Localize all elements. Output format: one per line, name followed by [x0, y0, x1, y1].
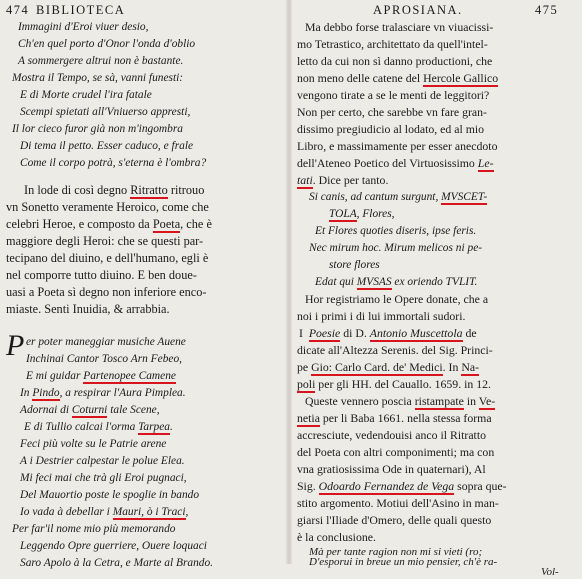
text-line: letto da cui non sì danno productioni, che [297, 54, 493, 68]
text-line: A i Destrier calpestar le polue Elea. [20, 455, 185, 467]
underlined-word: Coturni [71, 404, 108, 416]
left-page-number: 474 [6, 3, 30, 17]
text-line: vn Sonetto veramente Heroico, come che [6, 200, 209, 214]
text-line: E di Tullio calcai l'orma Tarpea. [24, 421, 173, 433]
text-line: Edat qui MVSAS ex oriendo TVLIT. [315, 276, 478, 288]
text-line: uasi a Poeta sì degno non inferiore enco- [6, 285, 207, 299]
text-line: Del Mauortio poste le spoglie in bando [20, 489, 200, 501]
text-line: Mà per tante ragion non mi si vieti (ro; [309, 546, 483, 558]
text-line: nel comporre tutto diuino. E ben doue- [6, 268, 197, 282]
text-line: TOLA, Flores, [329, 208, 395, 220]
text-line: Per far'il nome mio più memorando [12, 523, 176, 535]
underlined-word: Partenopee Camene [83, 370, 176, 382]
text-line: netia per li Baba 1661. nella stessa forma [297, 411, 492, 425]
underlined-word: Na- [461, 360, 480, 374]
underlined-word: TOLA [329, 208, 357, 220]
underlined-word: Ve- [478, 394, 496, 408]
catchword: Vol- [541, 566, 559, 578]
underlined-word: MVSAS [356, 276, 392, 288]
text-line: giarsi l'Iliade d'Omero, delle quali questo [297, 513, 492, 527]
text-line: miaste. Senti Inuidia, & arrabbia. [6, 302, 170, 316]
underlined-word: Antonio Muscettola [369, 326, 463, 340]
text-line: Adornai di Coturni tale Scene, [20, 404, 160, 416]
text-line: Scempi spietati all'Vniuerso appresti, [20, 106, 191, 118]
underlined-word: Ritratto [130, 183, 168, 197]
text-line: Et Flores quoties diseris, ipse feris. [315, 225, 477, 237]
underlined-word: MVSCET- [441, 191, 488, 203]
underlined-word: netia [297, 411, 320, 425]
right-page-number: 475 [535, 3, 559, 17]
text-line: celebri Heroe, e composto da Poeta, che è [6, 217, 212, 231]
underlined-word: Hercole Gallico [423, 71, 499, 85]
text-line: Non per certo, che sarebbe vn fare gran- [297, 105, 487, 119]
underlined-word: Gio: Carlo Card. de' Medici [311, 360, 443, 374]
text-line: stito argomento. Motiui dell'Asino in man- [297, 496, 499, 510]
underlined-word: Poesie [308, 326, 341, 340]
underlined-word: ristampate [414, 394, 464, 408]
text-line: maggiore degli Heroi: che se questi par- [6, 234, 204, 248]
text-line: Libro, e massimamente per esser anecdoto [297, 139, 498, 153]
text-line: mo Tetrastico, architettato da quell'intel- [297, 37, 488, 51]
drop-cap: P [6, 329, 25, 362]
text-line: Io vada à debellar i Mauri, ò i Traci, [20, 506, 189, 518]
text-line: dicate all'Altezza Serenis. del Sig. Princi- [297, 343, 493, 357]
text-line: tati. Dice per tanto. [297, 173, 389, 187]
text-line: E mi guidar Partenopee Camene [26, 370, 176, 382]
text-line: Inchinai Cantor Tosco Arn Febeo, [26, 353, 182, 365]
text-line: E di Morte crudel l'ira fatale [20, 89, 152, 101]
text-line: Sig. Odoardo Fernandez de Vega sopra que- [297, 479, 507, 493]
text-line: dell'Ateneo Poetico del Virtuosissimo Le- [297, 156, 494, 170]
underlined-word: Poeta [152, 217, 181, 231]
underlined-word: poli [297, 377, 316, 391]
text-line: Leggendo Opre guerriere, Ouere loquaci [20, 540, 207, 552]
text-line: Si canis, ad cantum surgunt, MVSCET- [309, 191, 488, 203]
text-line: In lode di così degno Ritratto ritrouo [24, 183, 205, 197]
text-line: Queste vennero poscia ristampate in Ve- [305, 394, 496, 408]
text-line: poli per gli HH. del Cauallo. 1659. in 12. [297, 377, 491, 391]
text-line: Mostra il Tempo, se sà, vanni funesti: [12, 72, 184, 84]
text-line: non meno delle catene del Hercole Gallico [297, 71, 499, 85]
left-page [0, 0, 290, 569]
text-line: dissimo pregiudicio al lodato, ed al mio [297, 122, 485, 136]
text-line: Immagini d'Eroi viuer desio, [18, 21, 149, 33]
text-line: Feci più volte su le Patrie arene [20, 438, 167, 450]
underlined-word: Tarpea [138, 421, 171, 433]
text-line: Hor registriamo le Opere donate, che a [305, 292, 489, 306]
text-line: Mi feci mai che trà gli Eroi pugnaci, [20, 472, 187, 484]
underlined-word: Mauri, ò i Traci [112, 506, 186, 518]
right-running-header: APROSIANA. [373, 3, 463, 17]
text-line: I Poesie di D. Antonio Muscettola de [299, 326, 477, 340]
text-line: è la conclusione. [297, 530, 376, 544]
text-line: Di tema il petto. Esser caduco, e frale [20, 140, 194, 152]
text-line: D'esporui in breue un mio pensier, ch'è ra- [309, 556, 498, 568]
text-line: del Poeta con altri componimenti; ma con [297, 445, 495, 459]
text-line: pe Gio: Carlo Card. de' Medici. In Na- [297, 360, 480, 374]
text-line: noi i primi i di lui immortali sudori. [297, 309, 466, 323]
right-page [291, 0, 582, 578]
underlined-word: Pindo [32, 387, 60, 399]
underlined-word: Odoardo Fernandez de Vega [318, 479, 455, 493]
underlined-word: tati [297, 173, 313, 187]
text-line: vna gratiosissima Ode in quaternari), Al [297, 462, 486, 476]
text-line: Ch'en quel porto d'Onor l'onda d'oblio [18, 38, 196, 50]
text-line: accresciute, vedendouisi anco il Ritratto [297, 428, 487, 442]
text-line: Come il corpo potrà, s'eterna è l'ombra? [20, 157, 207, 169]
text-line: vengono tirate a se le menti de leggitori? [297, 88, 490, 102]
underlined-word: Le- [477, 156, 494, 170]
text-line: A sommergere altrui non è bastante. [18, 55, 184, 67]
text-line: Ma debbo forse tralasciare vn viuacissi- [305, 20, 494, 34]
text-line: Il lor cieco furor già non m'ingombra [12, 123, 183, 135]
left-running-header: BIBLIOTECA [36, 3, 126, 17]
text-line: er poter maneggiar musiche Auene [26, 336, 186, 348]
text-line: store flores [329, 259, 380, 271]
text-line: tecipano del diuino, e dell'humano, egli è [6, 251, 209, 265]
text-line: Saro Apolo à la Cetra, e Marte al Brando. [20, 557, 214, 569]
text-line: Nec mirum hoc. Mirum melicos ni pe- [309, 242, 483, 254]
text-line: In Pindo, a respirar l'Aura Pimplea. [20, 387, 186, 399]
